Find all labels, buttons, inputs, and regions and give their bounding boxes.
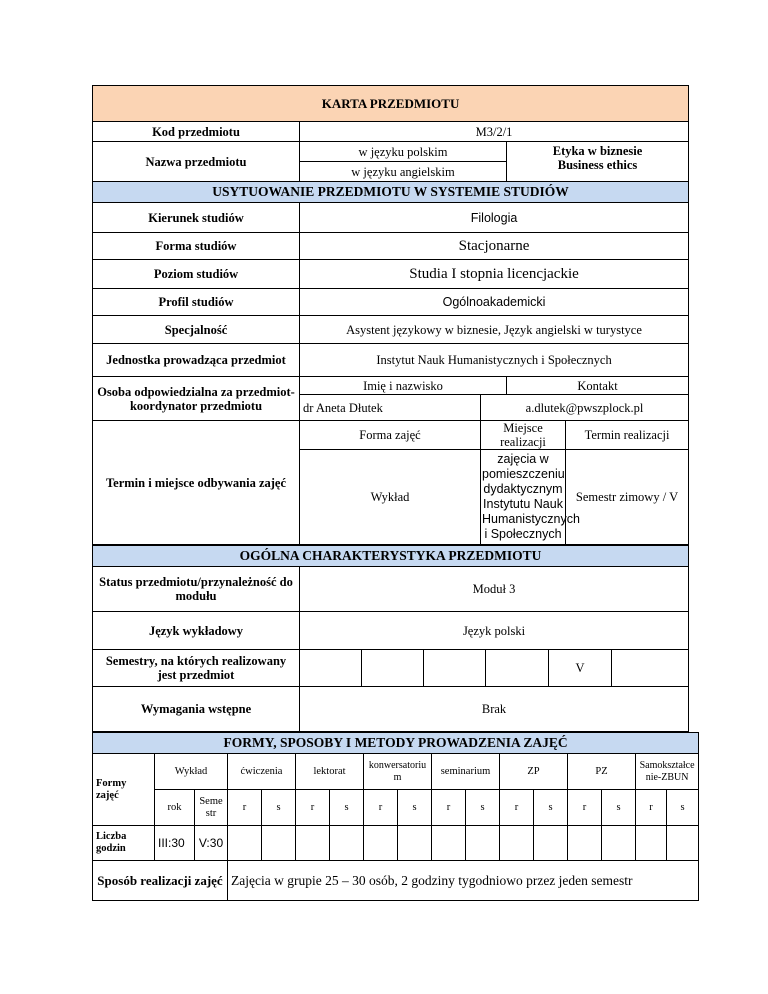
year-header: rok	[155, 790, 195, 826]
course-code-label: Kod przedmiotu	[93, 122, 300, 142]
specialty-value: Asystent językowy w biznesie, Język angielski w turystyce	[300, 316, 689, 344]
hours-semester-value: V:30	[195, 826, 228, 861]
location-value: zajęcia w pomieszczeniu dydaktycznym Instytutu Nauk Humanistycznych i Społecznych	[481, 450, 566, 545]
section-placement-header: USYTUOWANIE PRZEDMIOTU W SYSTEMIE STUDIÓW	[93, 182, 689, 203]
english-name-label: w języku angielskim	[300, 162, 507, 182]
r-header: r	[500, 790, 534, 826]
coordinator-name: dr Aneta Dłutek	[300, 395, 481, 421]
semester-header: Semestr	[195, 790, 228, 826]
status-value: Moduł 3	[300, 567, 689, 612]
semester-cell	[612, 650, 689, 687]
zp-header: ZP	[500, 754, 568, 790]
placement-table	[92, 85, 689, 545]
hours-cell	[466, 826, 500, 861]
general-table	[92, 545, 689, 732]
s-header: s	[330, 790, 364, 826]
polish-name-label: w języku polskim	[300, 142, 507, 162]
card-title: KARTA PRZEDMIOTU	[93, 86, 689, 122]
section-general-header: OGÓLNA CHARAKTERYSTYKA PRZEDMIOTU	[93, 546, 689, 567]
s-header: s	[398, 790, 432, 826]
r-header: r	[568, 790, 602, 826]
hours-cell	[364, 826, 398, 861]
hours-cell	[398, 826, 432, 861]
forms-label: Formy zajęć	[93, 754, 155, 826]
class-form-value: Wykład	[300, 450, 481, 545]
schedule-label: Termin i miejsce odbywania zajęć	[93, 421, 300, 545]
semester-cell	[486, 650, 549, 687]
field-of-study-value: Filologia	[300, 203, 689, 233]
lecture-header: Wykład	[155, 754, 228, 790]
study-profile-value: Ogólnoakademicki	[300, 289, 689, 316]
s-header: s	[466, 790, 500, 826]
hours-cell	[602, 826, 636, 861]
contact-header: Kontakt	[507, 377, 689, 395]
hours-label: Liczba godzin	[93, 826, 155, 861]
course-name-label: Nazwa przedmiotu	[93, 142, 300, 182]
name-header: Imię i nazwisko	[300, 377, 507, 395]
hours-cell	[330, 826, 364, 861]
course-card	[92, 85, 695, 901]
study-form-label: Forma studiów	[93, 233, 300, 260]
requirements-label: Wymagania wstępne	[93, 687, 300, 732]
s-header: s	[667, 790, 699, 826]
self-study-header: Samokształcenie-ZBUN	[636, 754, 699, 790]
hours-cell	[262, 826, 296, 861]
hours-cell	[228, 826, 262, 861]
location-header: Miejsce realizacji	[481, 421, 566, 450]
specialty-label: Specjalność	[93, 316, 300, 344]
language-label: Język wykładowy	[93, 612, 300, 650]
study-level-label: Poziom studiów	[93, 260, 300, 289]
coordinator-label: Osoba odpowiedzialna za przedmiot- koordynator przedmiotu	[93, 377, 300, 421]
conversation-header: konwersatorium	[364, 754, 432, 790]
forms-table	[92, 732, 699, 901]
semesters-label: Semestry, na których realizowany jest przedmiot	[93, 650, 300, 687]
semester-cell	[300, 650, 362, 687]
section-forms-header: FORMY, SPOSOBY I METODY PROWADZENIA ZAJĘĆ	[93, 733, 699, 754]
course-code-value: M3/2/1	[300, 122, 689, 142]
hours-cell	[432, 826, 466, 861]
hours-cell	[568, 826, 602, 861]
s-header: s	[262, 790, 296, 826]
hours-cell	[296, 826, 330, 861]
method-value: Zajęcia w grupie 25 – 30 osób, 2 godziny tygodniowo przez jeden semestr	[228, 861, 699, 901]
r-header: r	[636, 790, 667, 826]
method-label: Sposób realizacji zajęć	[93, 861, 228, 901]
r-header: r	[228, 790, 262, 826]
requirements-value: Brak	[300, 687, 689, 732]
seminar-header: seminarium	[432, 754, 500, 790]
semester-cell	[424, 650, 486, 687]
r-header: r	[432, 790, 466, 826]
lectorate-header: lektorat	[296, 754, 364, 790]
term-header: Termin realizacji	[566, 421, 689, 450]
hours-cell	[500, 826, 534, 861]
r-header: r	[296, 790, 330, 826]
study-form-value: Stacjonarne	[300, 233, 689, 260]
english-name-value: Business ethics	[557, 158, 638, 172]
study-profile-label: Profil studiów	[93, 289, 300, 316]
exercises-header: ćwiczenia	[228, 754, 296, 790]
coordinator-contact: a.dlutek@pwszplock.pl	[481, 395, 689, 421]
hours-cell	[667, 826, 699, 861]
class-form-header: Forma zajęć	[300, 421, 481, 450]
s-header: s	[534, 790, 568, 826]
semester-cell	[362, 650, 424, 687]
hours-cell	[636, 826, 667, 861]
s-header: s	[602, 790, 636, 826]
pz-header: PZ	[568, 754, 636, 790]
semester-cell-v: V	[549, 650, 612, 687]
polish-name-value: Etyka w biznesie	[552, 144, 643, 158]
hours-year-value: III:30	[155, 826, 195, 861]
term-value: Semestr zimowy / V	[566, 450, 689, 545]
status-label: Status przedmiotu/przynależność do modułu	[93, 567, 300, 612]
r-header: r	[364, 790, 398, 826]
teaching-unit-label: Jednostka prowadząca przedmiot	[93, 344, 300, 377]
field-of-study-label: Kierunek studiów	[93, 203, 300, 233]
teaching-unit-value: Instytut Nauk Humanistycznych i Społecznych	[300, 344, 689, 377]
study-level-value: Studia I stopnia licencjackie	[300, 260, 689, 289]
language-value: Język polski	[300, 612, 689, 650]
hours-cell	[534, 826, 568, 861]
